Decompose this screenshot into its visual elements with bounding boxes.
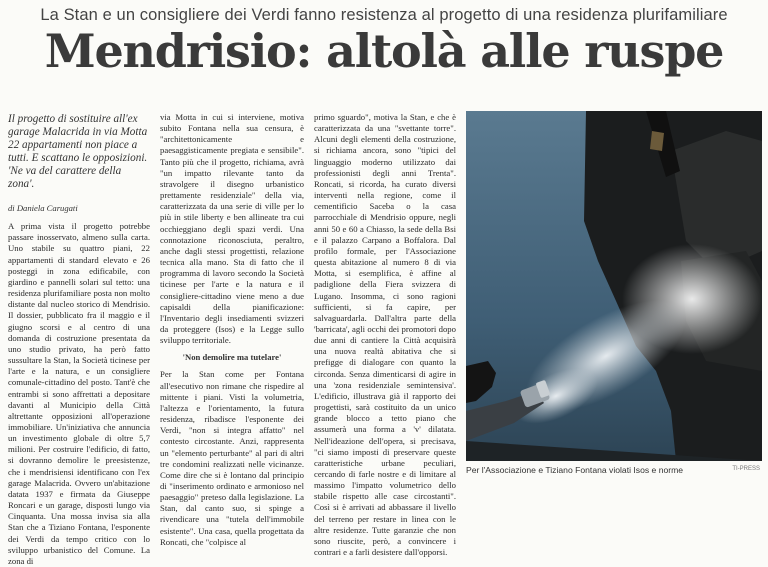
article-column-2 — [160, 112, 304, 548]
subheading: 'Non demolire ma tutelare' — [182, 352, 282, 363]
article-summary: Il progetto di sostituire all'ex garage Malacrida in via Motta 22 appartamenti non piace a tutti. E scattano le opposizioni. 'Ne va del carattere della zona'. — [8, 113, 148, 190]
photo-caption: Per l'Associazione e Tiziano Fontana violati Isos e norme — [466, 465, 684, 475]
kicker: La Stan e un consigliere dei Verdi fanno resistenza al progetto di una residenza plurifamiliare — [40, 6, 728, 24]
demolition-photo — [466, 111, 762, 461]
article-column-1 — [8, 113, 150, 567]
article-text-3: primo sguardo", motiva la Stan, e che è caratterizzata da una "svettante torre". Alcuni degli elementi della costruzione, si richiama ancora, sono "tipici del linguaggio moderno utilizzato dai professionisti degli anni Trenta". Roncati, si ricorda, ha curato diversi interventi nella regione, come il cementificio Saceba o la casa parrocchiale di Mendrisio oppure, negli anni 50 e 60 a Chiasso, la sede della Bsi e il palazzo Carpano a Boffalora. Dal profilo formale, per l'Associazione questa abitazione al numero 8 di via Motta, si esemplifica, è affine al padiglione della Fiera svizzera di Lugano. Insomma, ci sono ragioni sufficienti, si fa capire, per salvaguardarla. Dall'altra parte della 'barricata', agli occhi dei promotori dopo due anni di cantiere la Città acquisirà una nuova realtà abitativa che si prefigge di dialogare con quanto la circonda. Senza dimenticarsi di agire in una 'zona residenziale semintensiva'. L'edificio, illustrava già il rapporto dei progettisti, sarà costituito da un unico grande blocco a tetto piano che assumerà una forma a 'v' dilatata. Nell'ideazione dell'opera, si precisava, "ci siamo imposti di preservare queste caratteristiche urbane peculiari, cercando di farle nostre e di limitare al massimo l'impatto volumetrico dello stabile rispetto alle case circostanti". Così si è arrivati ad abbassare il livello del terreno per restare in linea con le altre residenze. Tutte garanzie che non sono riuscite, però, a convincere i contrari e a farli desistere dall'opporsi. — [314, 112, 456, 558]
excavator-spray-image — [466, 111, 762, 461]
article-text-2b: Per la Stan come per Fontana all'esecutivo non rimane che rispedire al mittente i piani. Visti la volumetria, l'altezza e l'orientamento, la futura residenza, ribadisce l'esponente dei Verdi, "non si integra affatto" nel contesto circostante. Anzi, rappresenta un "elemento perturbante" al pari di altri tre condomini realizzati nelle vicinanze. Come dire che si è lontano dal principio di "inserimento ordinato e armonioso nel paesaggio" preteso dalla legislazione. La Stan, dal canto suo, si spinge a rivendicare una "tutela dell'immobile esistente". Una casa, quella progettata da Roncati, che "colpisce al — [160, 369, 304, 547]
article-text-1: A prima vista il progetto potrebbe passare inosservato, almeno sulla carta. Uno stabile su quattro piani, 22 appartamenti di standard elevato e 26 posteggi in zona edificabile, con giardino e pannelli solari sul tetto: una residenza plurifamiliare posta non molto distante dal nucleo storico di Mendrisio. Il dossier, pubblicato fra il maggio e il giugno scorsi e al centro di una domanda di costruzione presentata da uno studio privato, ha però fatto sussultare la Stan, la Società ticinese per l'arte e la natura, e un consigliere comunale-cittadino del posto. Tant'è che entrambi si sono affrettati a depositare davanti al Municipio della Città altrettante opposizioni all'operazione immobiliare. Un'iniziativa che annuncia un investimento globale di oltre 5,7 milioni. Per costruire l'edificio, di fatto, si dovranno demolire le preesistenze, che i mendrisiensi identificano con l'ex garage Malacrida. Ovvero un'abitazione datata 1937 e firmata da Giuseppe Roncari e un garage, disposti lungo via Cinquanta. Una mossa invisa sia alla Stan che a Tiziano Fontana, l'esponente dei Verdi da tempo critico con lo sviluppo urbanistico del Comune. La zona di — [8, 221, 150, 566]
photo-credit: TI-PRESS — [732, 466, 760, 472]
article-text-2a: via Motta in cui si interviene, motiva subito Fontana nella sua censura, è "architettonicamente e paesaggisticamente pregiata e sensibile". Tanto più che il progetto, richiama, avrà "un impatto rilevante tanto da stravolgere il disegno urbanistico prettamente residenziale" della via, caratterizzata da una serie di ville per lo più in stile liberty e ben allineate tra cui occhieggiano degli spazi verdi. Una connotazione riconosciuta, peraltro, anche dagli stessi progettisti, relazione tecnica alla mano. Sta di fatto che il programma di lavoro secondo la Società ticinese per l'arte e la natura e il consigliere-cittadino viene meno a due capisaldi della pianificazione: l'Inventario degli insediamenti svizzeri da proteggere (Isos) e la Legge sullo sviluppo territoriale. — [160, 112, 304, 346]
headline: Mendrisio: altolà alle ruspe — [44, 24, 724, 78]
byline: di Daniela Carugati — [8, 203, 78, 213]
article-column-3 — [314, 112, 456, 558]
